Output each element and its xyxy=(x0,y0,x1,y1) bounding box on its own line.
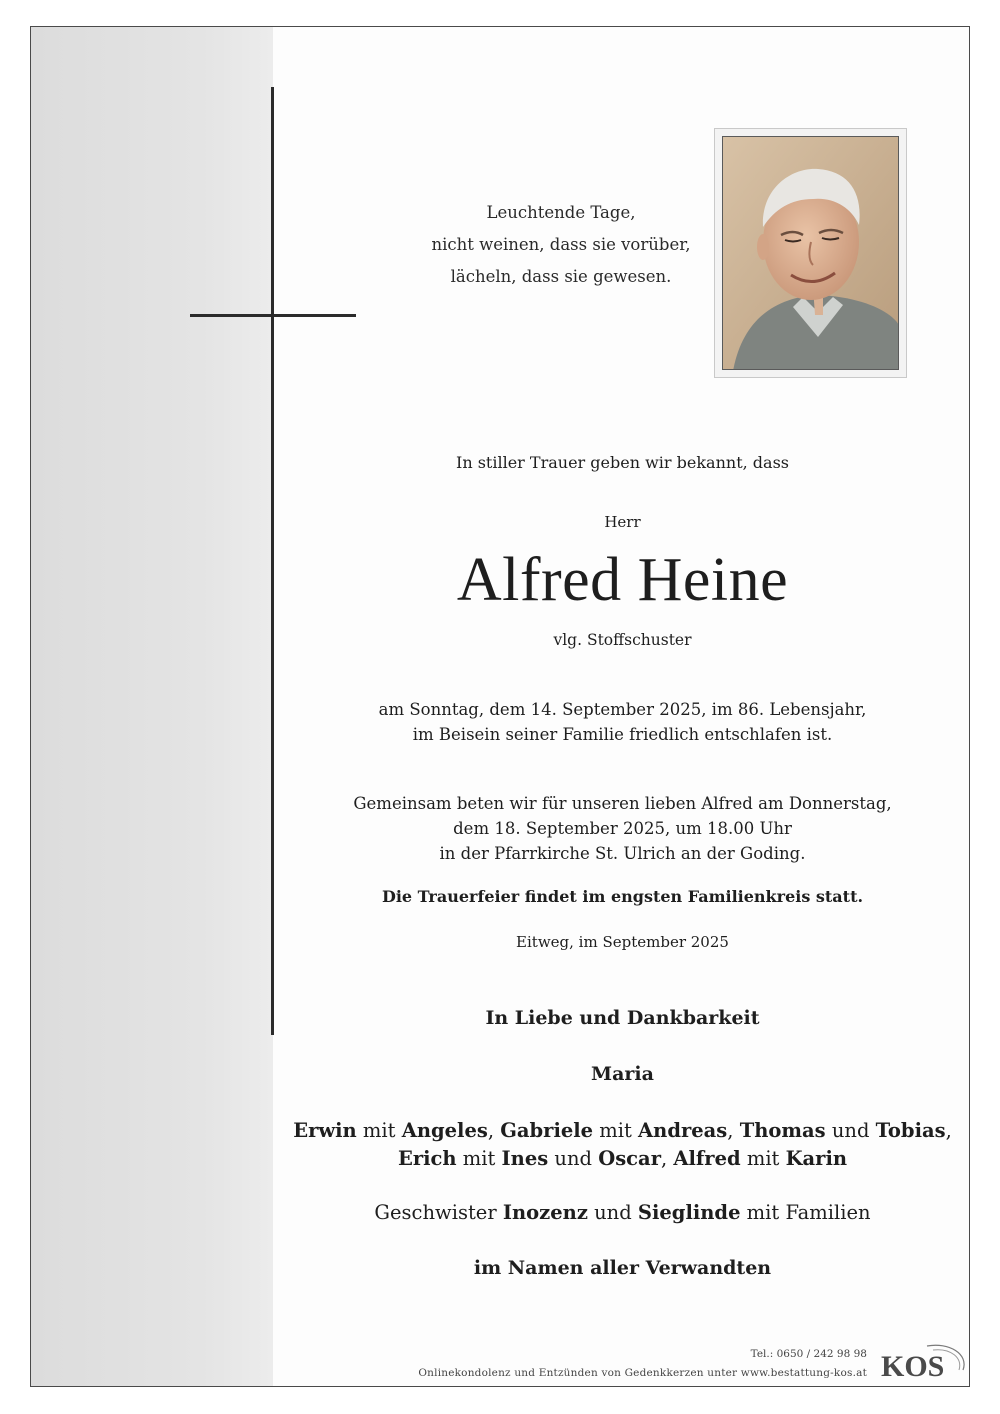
thanks-heading: In Liebe und Dankbarkeit xyxy=(485,1007,760,1029)
relatives-line: im Namen aller Verwandten xyxy=(473,1257,772,1279)
death-line: im Beisein seiner Familie friedlich entschlafen ist. xyxy=(412,725,833,744)
connector-text: und xyxy=(587,1201,638,1224)
connector-text: mit xyxy=(740,1147,786,1170)
mourner-name: Inozenz xyxy=(502,1201,588,1224)
mourner-name: Oscar xyxy=(598,1147,661,1170)
connector-text: , xyxy=(727,1119,740,1142)
prayer-line: Gemeinsam beten wir für unseren lieben Alfred am Donnerstag, xyxy=(353,794,892,813)
poem-line: lächeln, dass sie gewesen. xyxy=(450,267,672,286)
footer-online-condolence: Onlinekondolenz und Entzünden von Gedenkkerzen unter www.bestattung-kos.at xyxy=(418,1367,867,1379)
connector-text: Geschwister xyxy=(374,1201,503,1224)
mourner-name: Tobias xyxy=(875,1119,946,1142)
connector-text: , xyxy=(945,1119,952,1142)
mourner-name: Andreas xyxy=(638,1119,728,1142)
connector-text: und xyxy=(548,1147,599,1170)
portrait-photo xyxy=(722,136,899,370)
connector-text: mit xyxy=(356,1119,402,1142)
mourner-name: Angeles xyxy=(401,1119,488,1142)
mourner-name: Sieglinde xyxy=(637,1201,741,1224)
deceased-nickname: vlg. Stoffschuster xyxy=(553,631,692,649)
prayer-line: in der Pfarrkirche St. Ulrich an der Goding. xyxy=(439,844,806,863)
portrait-illustration xyxy=(723,137,899,370)
mourner-name: Karin xyxy=(785,1147,848,1170)
mourner-name: Ines xyxy=(501,1147,549,1170)
siblings-line xyxy=(274,1201,970,1224)
mourner-name: Erich xyxy=(397,1147,457,1170)
salutation: Herr xyxy=(604,513,641,531)
place-date: Eitweg, im September 2025 xyxy=(516,933,729,951)
mourner-name: Alfred xyxy=(673,1147,741,1170)
obituary-card xyxy=(30,26,970,1387)
mourner-name: Erwin xyxy=(293,1119,357,1142)
portrait-frame xyxy=(714,128,907,378)
connector-text: , xyxy=(487,1119,501,1142)
family-line xyxy=(274,1117,970,1145)
intro-text: In stiller Trauer geben wir bekannt, dass xyxy=(456,453,789,472)
side-band xyxy=(31,27,273,1386)
death-notice xyxy=(274,697,970,747)
poem-line: Leuchtende Tage, xyxy=(486,203,636,222)
footer-phone: Tel.: 0650 / 242 98 98 xyxy=(750,1348,867,1360)
connector-text: mit xyxy=(456,1147,502,1170)
cross-icon-horizontal xyxy=(190,314,356,317)
kos-logo-icon xyxy=(879,1340,967,1384)
mourner-name: Thomas xyxy=(739,1119,826,1142)
deceased-name: Alfred Heine xyxy=(456,546,789,614)
mourner-name: Gabriele xyxy=(500,1119,594,1142)
ceremony-notice: Die Trauerfeier findet im engsten Familienkreis statt. xyxy=(381,887,864,906)
prayer-line: dem 18. September 2025, um 18.00 Uhr xyxy=(453,819,792,838)
prayer-notice xyxy=(274,791,970,866)
logo-text: KOS xyxy=(881,1350,945,1383)
poem-line: nicht weinen, dass sie vorüber, xyxy=(431,235,691,254)
spouse-name: Maria xyxy=(591,1063,654,1085)
death-line: am Sonntag, dem 14. September 2025, im 86. Lebensjahr, xyxy=(378,700,867,719)
family-list xyxy=(274,1117,970,1173)
poem xyxy=(381,197,741,293)
connector-text: mit xyxy=(593,1119,639,1142)
connector-text: und xyxy=(825,1119,876,1142)
connector-text: mit Familien xyxy=(740,1201,871,1224)
connector-text: , xyxy=(660,1147,674,1170)
family-line xyxy=(274,1145,970,1173)
